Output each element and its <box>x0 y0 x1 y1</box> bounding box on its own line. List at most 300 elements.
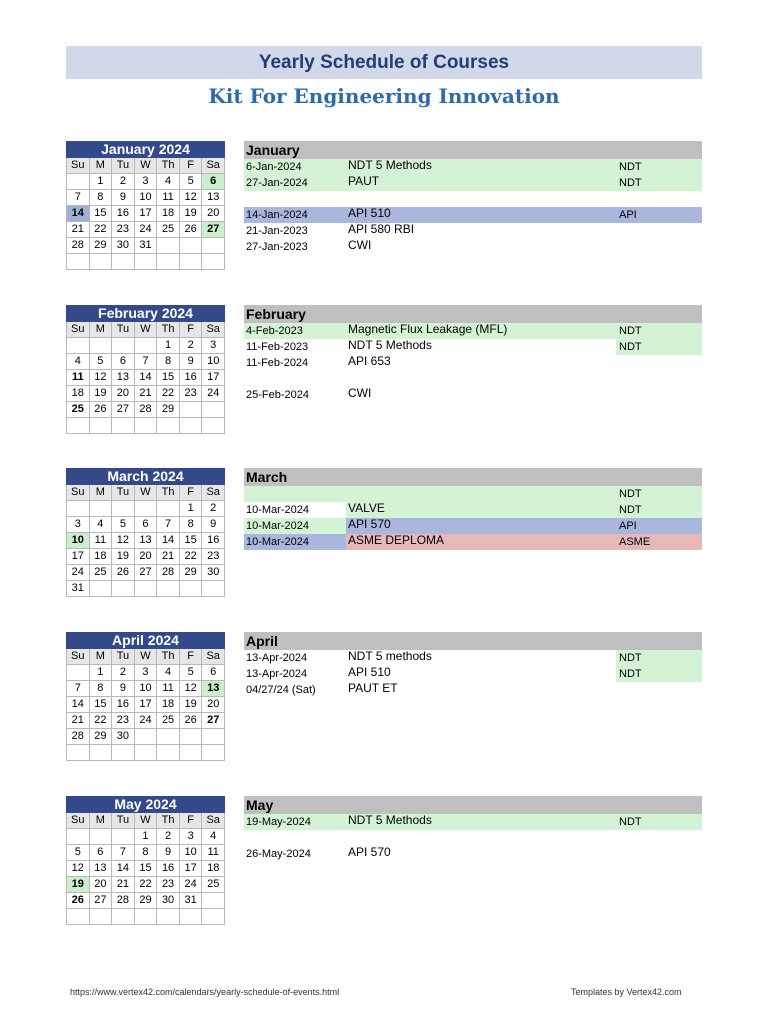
mini-calendar <box>66 141 225 270</box>
calendar-day: 6 <box>90 845 113 861</box>
event-date: 10-Mar-2024 <box>246 536 309 548</box>
event-row <box>244 650 702 666</box>
calendar-empty-cell <box>90 254 113 270</box>
event-name: CWI <box>348 386 372 400</box>
event-row <box>244 666 702 682</box>
calendar-day: 28 <box>135 402 158 418</box>
weekday-header: W <box>135 485 158 501</box>
calendar-day: 24 <box>135 222 158 238</box>
calendar-day: 19 <box>180 206 203 222</box>
calendar-empty-cell <box>180 909 203 925</box>
event-category: API <box>619 209 637 221</box>
event-row <box>244 846 702 862</box>
calendar-empty-cell <box>67 745 90 761</box>
weekday-header: Sa <box>202 485 225 501</box>
calendar-day: 16 <box>112 206 135 222</box>
calendar-day: 29 <box>180 565 203 581</box>
calendar-day: 6 <box>202 665 225 681</box>
calendar-day: 29 <box>157 402 180 418</box>
calendar-day: 25 <box>67 402 90 418</box>
event-row <box>244 387 702 403</box>
weekday-header: Sa <box>202 158 225 174</box>
calendar-day: 1 <box>90 174 113 190</box>
calendar-empty-cell <box>157 501 180 517</box>
event-category: NDT <box>619 488 642 500</box>
calendar-day: 4 <box>90 517 113 533</box>
calendar-day: 7 <box>67 190 90 206</box>
calendar-day: 22 <box>90 713 113 729</box>
calendar-empty-cell <box>67 254 90 270</box>
calendar-empty-cell <box>67 501 90 517</box>
mini-calendar <box>66 632 225 761</box>
calendar-day: 14 <box>67 697 90 713</box>
section-month-header: January <box>244 141 702 159</box>
calendar-empty-cell <box>202 893 225 909</box>
weekday-header: Th <box>157 322 180 338</box>
event-category: NDT <box>619 668 642 680</box>
calendar-day: 20 <box>202 206 225 222</box>
event-category: NDT <box>619 177 642 189</box>
weekday-header: Th <box>157 485 180 501</box>
calendar-day: 3 <box>202 338 225 354</box>
event-row <box>244 207 702 223</box>
calendar-day: 12 <box>90 370 113 386</box>
event-name: NDT 5 Methods <box>348 338 432 352</box>
calendar-day: 27 <box>90 893 113 909</box>
calendar-month-title: January 2024 <box>66 141 225 158</box>
calendar-empty-cell <box>202 238 225 254</box>
calendar-day: 4 <box>157 665 180 681</box>
section-month-header: March <box>244 468 702 486</box>
calendar-empty-cell <box>90 338 113 354</box>
calendar-day: 11 <box>90 533 113 549</box>
event-category: ASME <box>619 536 651 548</box>
calendar-day: 20 <box>112 386 135 402</box>
calendar-empty-cell <box>202 909 225 925</box>
event-name: NDT 5 Methods <box>348 158 432 172</box>
calendar-empty-cell <box>157 581 180 597</box>
calendar-day: 10 <box>67 533 90 549</box>
calendar-day: 8 <box>90 190 113 206</box>
calendar-empty-cell <box>135 501 158 517</box>
weekday-header: Su <box>67 322 90 338</box>
calendar-day: 28 <box>67 238 90 254</box>
calendar-day: 13 <box>202 681 225 697</box>
event-row <box>244 191 702 207</box>
calendar-day: 13 <box>202 190 225 206</box>
mini-calendar <box>66 468 225 597</box>
calendar-empty-cell <box>90 581 113 597</box>
calendar-day: 15 <box>135 861 158 877</box>
weekday-header: M <box>90 158 113 174</box>
calendar-day: 2 <box>157 829 180 845</box>
event-date: 04/27/24 (Sat) <box>246 684 316 696</box>
event-date: 6-Jan-2024 <box>246 161 302 173</box>
event-date: 10-Mar-2024 <box>246 520 309 532</box>
calendar-day: 26 <box>90 402 113 418</box>
calendar-day: 28 <box>112 893 135 909</box>
weekday-header: Sa <box>202 813 225 829</box>
calendar-day: 29 <box>90 238 113 254</box>
calendar-day: 12 <box>180 681 203 697</box>
events-list <box>244 305 702 403</box>
calendar-grid <box>66 485 225 597</box>
section-month-header: April <box>244 632 702 650</box>
calendar-day: 11 <box>202 845 225 861</box>
event-name: Magnetic Flux Leakage (MFL) <box>348 322 508 336</box>
calendar-day: 8 <box>180 517 203 533</box>
calendar-empty-cell <box>67 418 90 434</box>
calendar-empty-cell <box>135 418 158 434</box>
calendar-day: 2 <box>180 338 203 354</box>
calendar-day: 25 <box>90 565 113 581</box>
calendar-day: 30 <box>157 893 180 909</box>
weekday-header: W <box>135 322 158 338</box>
event-row <box>244 239 702 255</box>
event-date: 19-May-2024 <box>246 816 311 828</box>
calendar-day: 19 <box>90 386 113 402</box>
weekday-header: Tu <box>112 158 135 174</box>
event-category: NDT <box>619 341 642 353</box>
event-date: 25-Feb-2024 <box>246 389 309 401</box>
calendar-grid <box>66 322 225 434</box>
event-name: PAUT <box>348 174 380 188</box>
month-block <box>0 305 768 465</box>
event-name: API 570 <box>348 845 391 859</box>
event-row <box>244 355 702 371</box>
calendar-day: 9 <box>180 354 203 370</box>
calendar-day: 14 <box>112 861 135 877</box>
calendar-day: 9 <box>202 517 225 533</box>
calendar-day: 8 <box>157 354 180 370</box>
calendar-day: 27 <box>202 713 225 729</box>
calendar-day: 30 <box>202 565 225 581</box>
event-category: API <box>619 520 637 532</box>
calendar-day: 2 <box>202 501 225 517</box>
events-list <box>244 141 702 255</box>
calendar-day: 3 <box>135 174 158 190</box>
calendar-day: 3 <box>67 517 90 533</box>
page-subtitle: Kit For Engineering Innovation <box>208 84 560 108</box>
event-row <box>244 339 702 355</box>
calendar-day: 11 <box>157 681 180 697</box>
month-block <box>0 796 768 956</box>
calendar-day: 8 <box>135 845 158 861</box>
event-row <box>244 223 702 239</box>
calendar-day: 23 <box>202 549 225 565</box>
calendar-empty-cell <box>135 909 158 925</box>
calendar-day: 8 <box>90 681 113 697</box>
calendar-day: 15 <box>157 370 180 386</box>
event-name: PAUT ET <box>348 681 398 695</box>
event-date: 10-Mar-2024 <box>246 504 309 516</box>
calendar-empty-cell <box>180 581 203 597</box>
calendar-day: 2 <box>112 665 135 681</box>
calendar-day: 26 <box>67 893 90 909</box>
calendar-day: 10 <box>202 354 225 370</box>
calendar-day: 27 <box>112 402 135 418</box>
calendar-empty-cell <box>202 418 225 434</box>
mini-calendar <box>66 796 225 925</box>
calendar-empty-cell <box>135 254 158 270</box>
calendar-day: 30 <box>112 729 135 745</box>
calendar-empty-cell <box>157 418 180 434</box>
calendar-day: 7 <box>135 354 158 370</box>
calendar-empty-cell <box>157 909 180 925</box>
calendar-empty-cell <box>67 338 90 354</box>
calendar-day: 26 <box>112 565 135 581</box>
calendar-empty-cell <box>112 418 135 434</box>
calendar-empty-cell <box>112 909 135 925</box>
calendar-day: 21 <box>67 713 90 729</box>
events-list <box>244 796 702 862</box>
calendar-day: 24 <box>202 386 225 402</box>
calendar-empty-cell <box>157 254 180 270</box>
event-date: 21-Jan-2023 <box>246 225 308 237</box>
calendar-empty-cell <box>157 745 180 761</box>
event-row <box>244 814 702 830</box>
calendar-day: 24 <box>135 713 158 729</box>
calendar-day: 22 <box>90 222 113 238</box>
calendar-day: 23 <box>180 386 203 402</box>
calendar-empty-cell <box>202 402 225 418</box>
calendar-day: 5 <box>112 517 135 533</box>
calendar-empty-cell <box>67 829 90 845</box>
calendar-empty-cell <box>157 729 180 745</box>
calendar-day: 23 <box>112 713 135 729</box>
calendar-empty-cell <box>202 254 225 270</box>
weekday-header: F <box>180 322 203 338</box>
event-date: 27-Jan-2023 <box>246 241 308 253</box>
calendar-month-title: May 2024 <box>66 796 225 813</box>
calendar-day: 1 <box>90 665 113 681</box>
calendar-day: 14 <box>135 370 158 386</box>
calendar-day: 28 <box>67 729 90 745</box>
calendar-grid <box>66 158 225 270</box>
event-row <box>244 159 702 175</box>
calendar-empty-cell <box>180 418 203 434</box>
calendar-day: 29 <box>90 729 113 745</box>
calendar-empty-cell <box>180 238 203 254</box>
calendar-day: 16 <box>157 861 180 877</box>
calendar-day: 21 <box>157 549 180 565</box>
calendar-day: 14 <box>67 206 90 222</box>
weekday-header: Su <box>67 649 90 665</box>
calendar-day: 24 <box>180 877 203 893</box>
weekday-header: F <box>180 485 203 501</box>
weekday-header: Tu <box>112 485 135 501</box>
calendar-empty-cell <box>180 745 203 761</box>
weekday-header: Th <box>157 813 180 829</box>
event-row <box>244 323 702 339</box>
calendar-day: 3 <box>180 829 203 845</box>
calendar-month-title: March 2024 <box>66 468 225 485</box>
weekday-header: F <box>180 813 203 829</box>
weekday-header: W <box>135 158 158 174</box>
calendar-empty-cell <box>67 909 90 925</box>
event-name: API 570 <box>348 517 391 531</box>
calendar-day: 10 <box>180 845 203 861</box>
event-category: NDT <box>619 325 642 337</box>
calendar-day: 18 <box>202 861 225 877</box>
weekday-header: Su <box>67 485 90 501</box>
calendar-day: 5 <box>67 845 90 861</box>
calendar-day: 19 <box>112 549 135 565</box>
calendar-day: 9 <box>112 190 135 206</box>
calendar-day: 13 <box>135 533 158 549</box>
calendar-day: 23 <box>157 877 180 893</box>
weekday-header: M <box>90 649 113 665</box>
weekday-header: Tu <box>112 322 135 338</box>
weekday-header: Tu <box>112 813 135 829</box>
event-date: 26-May-2024 <box>246 848 311 860</box>
calendar-day: 10 <box>135 190 158 206</box>
calendar-empty-cell <box>90 909 113 925</box>
calendar-day: 18 <box>157 206 180 222</box>
event-name: CWI <box>348 238 372 252</box>
calendar-day: 10 <box>135 681 158 697</box>
calendar-day: 31 <box>135 238 158 254</box>
event-name: ASME DEPLOMA <box>348 533 445 547</box>
calendar-day: 31 <box>180 893 203 909</box>
weekday-header: F <box>180 158 203 174</box>
event-name: NDT 5 methods <box>348 649 432 663</box>
calendar-day: 21 <box>67 222 90 238</box>
calendar-day: 13 <box>112 370 135 386</box>
calendar-empty-cell <box>180 729 203 745</box>
weekday-header: Su <box>67 158 90 174</box>
events-list <box>244 632 702 698</box>
calendar-day: 14 <box>157 533 180 549</box>
calendar-empty-cell <box>112 745 135 761</box>
calendar-day: 5 <box>180 174 203 190</box>
weekday-header: Sa <box>202 649 225 665</box>
event-date: 4-Feb-2023 <box>246 325 303 337</box>
calendar-day: 24 <box>67 565 90 581</box>
event-name: VALVE <box>348 501 385 515</box>
event-category: NDT <box>619 161 642 173</box>
event-category: NDT <box>619 652 642 664</box>
calendar-day: 6 <box>202 174 225 190</box>
calendar-empty-cell <box>157 238 180 254</box>
calendar-day: 15 <box>90 206 113 222</box>
weekday-header: Sa <box>202 322 225 338</box>
weekday-header: M <box>90 485 113 501</box>
event-date: 13-Apr-2024 <box>246 652 308 664</box>
calendar-day: 5 <box>90 354 113 370</box>
calendar-day: 7 <box>112 845 135 861</box>
weekday-header: Tu <box>112 649 135 665</box>
section-month-header: February <box>244 305 702 323</box>
calendar-empty-cell <box>202 581 225 597</box>
calendar-day: 5 <box>180 665 203 681</box>
calendar-day: 12 <box>180 190 203 206</box>
calendar-day: 31 <box>67 581 90 597</box>
calendar-day: 26 <box>180 713 203 729</box>
event-row <box>244 534 702 550</box>
calendar-day: 18 <box>157 697 180 713</box>
footer-credit-link[interactable]: Templates by Vertex42.com <box>571 987 682 997</box>
calendar-day: 1 <box>157 338 180 354</box>
calendar-day: 11 <box>157 190 180 206</box>
weekday-header: Th <box>157 649 180 665</box>
calendar-empty-cell <box>112 581 135 597</box>
calendar-empty-cell <box>90 829 113 845</box>
calendar-empty-cell <box>90 745 113 761</box>
calendar-day: 20 <box>202 697 225 713</box>
calendar-empty-cell <box>135 581 158 597</box>
calendar-day: 16 <box>112 697 135 713</box>
event-category: NDT <box>619 816 642 828</box>
event-date: 27-Jan-2024 <box>246 177 308 189</box>
event-row <box>244 371 702 387</box>
calendar-day: 7 <box>157 517 180 533</box>
calendar-empty-cell <box>135 338 158 354</box>
weekday-header: Su <box>67 813 90 829</box>
calendar-empty-cell <box>67 174 90 190</box>
event-name: NDT 5 Methods <box>348 813 432 827</box>
calendar-empty-cell <box>202 745 225 761</box>
calendar-day: 11 <box>67 370 90 386</box>
event-row <box>244 682 702 698</box>
calendar-empty-cell <box>112 338 135 354</box>
calendar-day: 17 <box>135 206 158 222</box>
calendar-empty-cell <box>112 829 135 845</box>
calendar-empty-cell <box>180 254 203 270</box>
calendar-day: 18 <box>90 549 113 565</box>
event-row <box>244 486 702 502</box>
event-date: 13-Apr-2024 <box>246 668 308 680</box>
calendar-empty-cell <box>202 729 225 745</box>
calendar-empty-cell <box>90 418 113 434</box>
calendar-day: 15 <box>90 697 113 713</box>
calendar-day: 4 <box>202 829 225 845</box>
calendar-day: 6 <box>135 517 158 533</box>
calendar-day: 9 <box>112 681 135 697</box>
calendar-day: 17 <box>67 549 90 565</box>
calendar-day: 21 <box>135 386 158 402</box>
calendar-day: 19 <box>67 877 90 893</box>
calendar-day: 7 <box>67 681 90 697</box>
event-highlight <box>346 502 702 518</box>
event-row <box>244 830 702 846</box>
event-name: API 510 <box>348 206 391 220</box>
event-date: 14-Jan-2024 <box>246 209 308 221</box>
event-row <box>244 518 702 534</box>
calendar-day: 20 <box>135 549 158 565</box>
calendar-day: 4 <box>67 354 90 370</box>
calendar-day: 17 <box>135 697 158 713</box>
calendar-day: 12 <box>112 533 135 549</box>
calendar-empty-cell <box>67 665 90 681</box>
calendar-empty-cell <box>180 402 203 418</box>
calendar-day: 22 <box>157 386 180 402</box>
footer-url-link[interactable]: https://www.vertex42.com/calendars/yearly-schedule-of-events.html <box>70 987 340 997</box>
calendar-day: 3 <box>135 665 158 681</box>
event-date: 11-Feb-2023 <box>246 341 309 353</box>
calendar-day: 27 <box>135 565 158 581</box>
calendar-day: 22 <box>180 549 203 565</box>
calendar-empty-cell <box>135 729 158 745</box>
weekday-header: W <box>135 649 158 665</box>
calendar-day: 25 <box>202 877 225 893</box>
calendar-day: 25 <box>157 713 180 729</box>
weekday-header: F <box>180 649 203 665</box>
calendar-empty-cell <box>112 501 135 517</box>
event-name: API 510 <box>348 665 391 679</box>
calendar-day: 23 <box>112 222 135 238</box>
month-block <box>0 632 768 792</box>
